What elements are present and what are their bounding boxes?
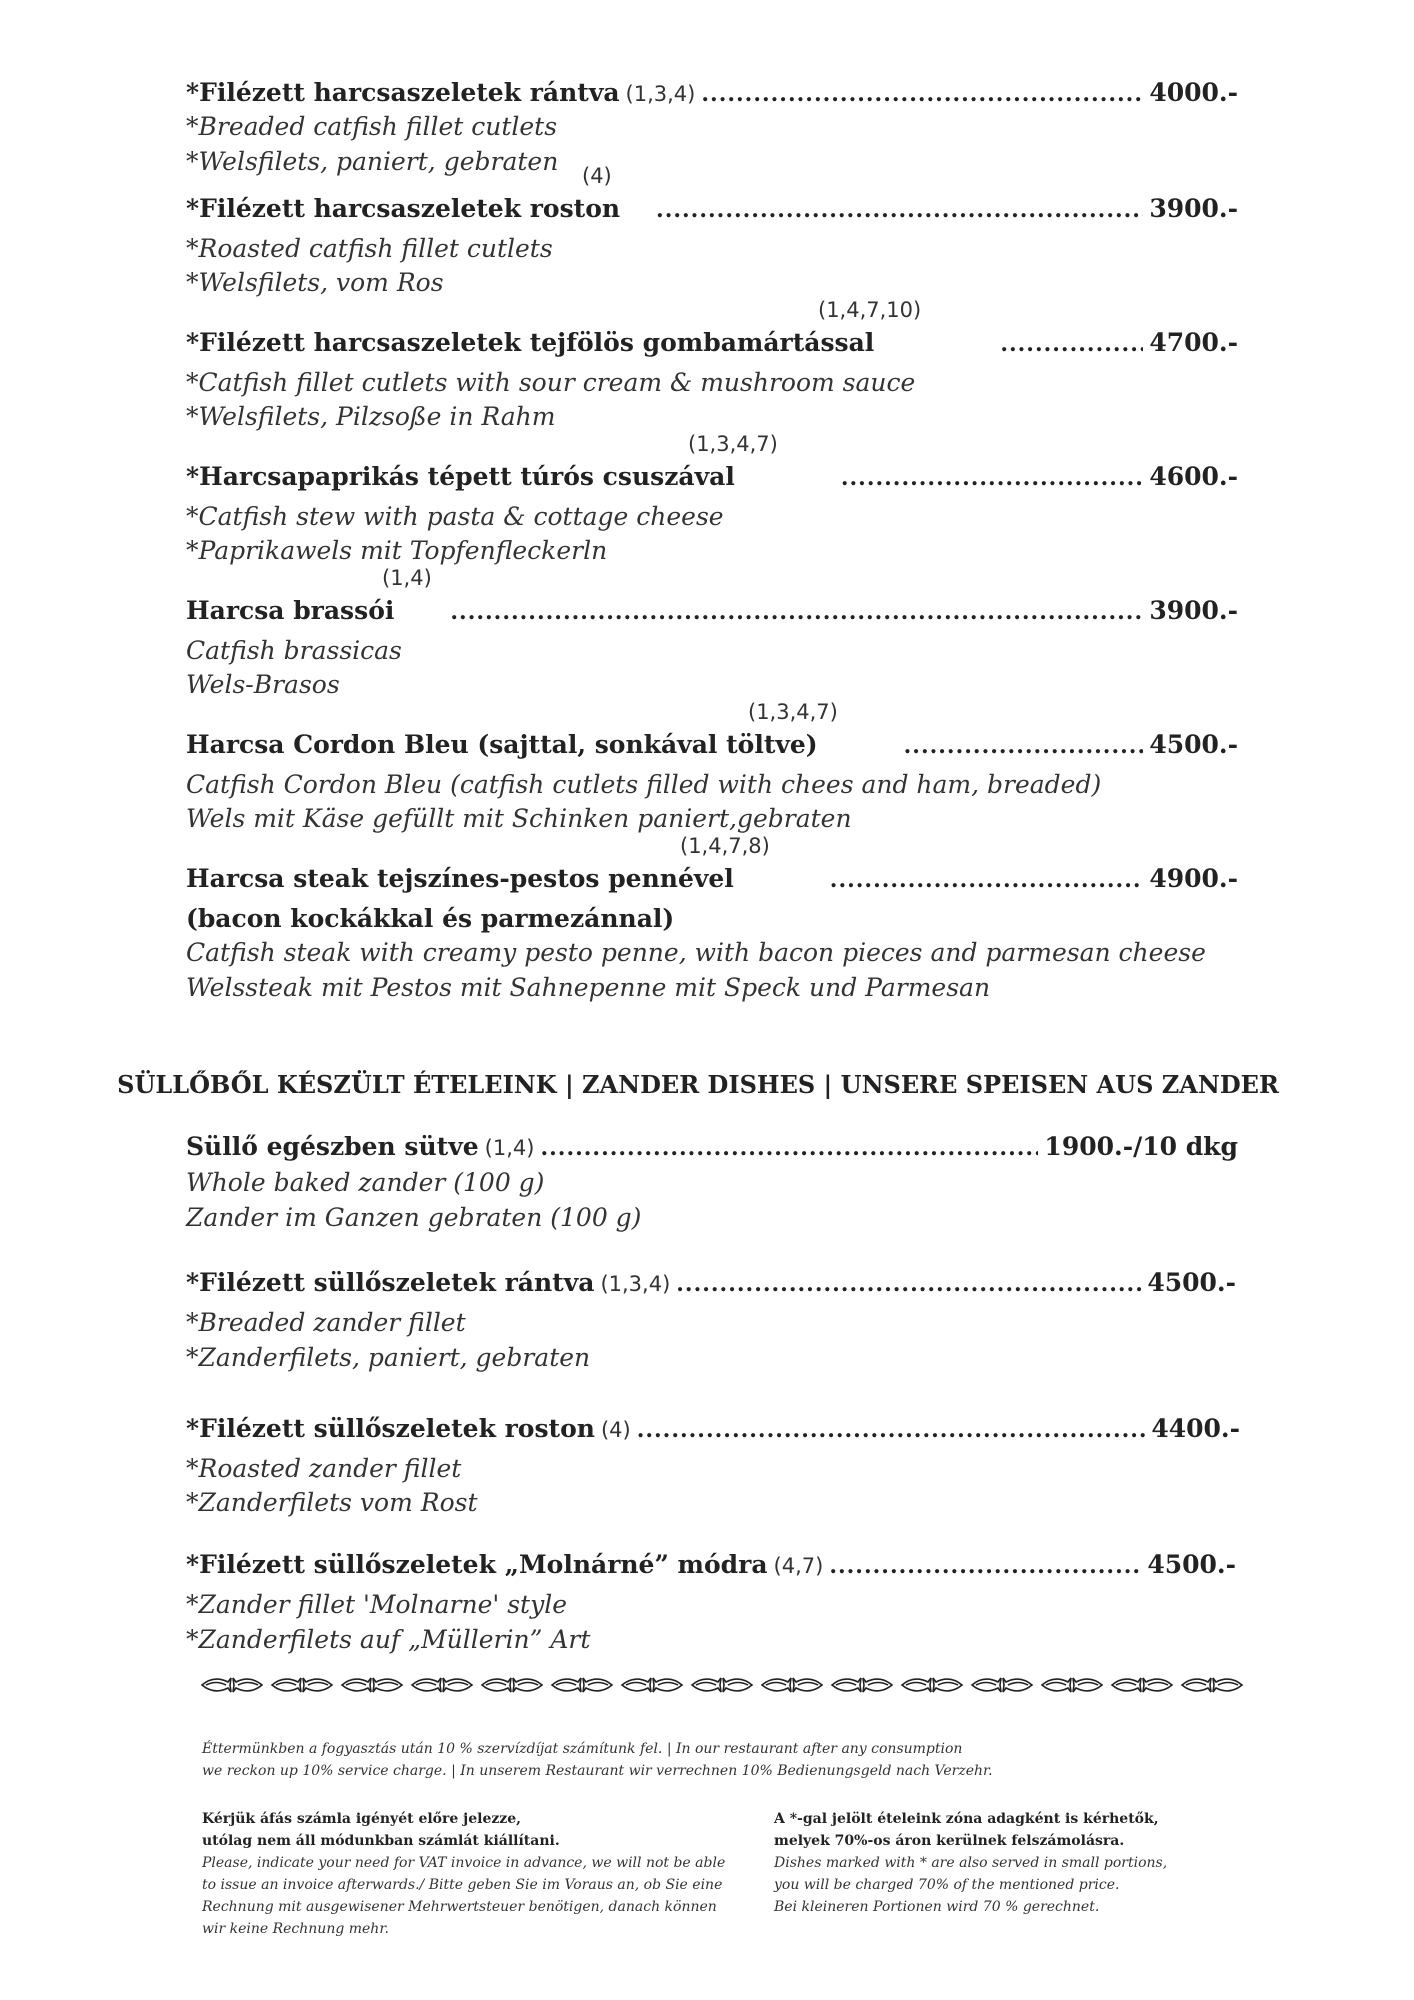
dish-name-german: *Welsfilets, Pilzsoße in Rahm bbox=[186, 402, 556, 431]
dish-name-english: *Breaded zander fillet bbox=[186, 1308, 466, 1337]
vat-note-line1: Please, indicate your need for VAT invoice in advance, we will not be able bbox=[202, 1855, 726, 1871]
dish-name-german: *Zanderfilets auf „Müllerin” Art bbox=[186, 1625, 591, 1654]
dot-leader bbox=[829, 1553, 1141, 1579]
dish-name-german: Wels-Brasos bbox=[186, 670, 340, 699]
dot-leader bbox=[904, 733, 1144, 759]
dish-price: 3900.- bbox=[1149, 596, 1238, 625]
dish-name: *Harcsapaprikás tépett túrós csuszával bbox=[186, 462, 735, 491]
fish-ornament-icon bbox=[270, 1672, 334, 1698]
dish-price: 4600.- bbox=[1149, 462, 1238, 491]
dish-name-english: Catfish steak with creamy pesto penne, with bacon pieces and parmesan cheese bbox=[186, 938, 1206, 967]
dot-leader bbox=[450, 599, 1143, 625]
allergen-codes: (4) bbox=[600, 1418, 631, 1442]
dish-name-german: *Welsfilets, vom Ros bbox=[186, 268, 444, 297]
small-portion-note-bold-line2: melyek 70%-os áron kerülnek felszámolásra. bbox=[774, 1833, 1125, 1849]
fish-ornament-icon bbox=[690, 1672, 754, 1698]
fish-ornament-icon bbox=[970, 1672, 1034, 1698]
menu-item-name-row bbox=[186, 864, 1238, 896]
dish-name-english: *Breaded catfish fillet cutlets bbox=[186, 112, 558, 141]
menu-item-name-row bbox=[186, 596, 1238, 628]
fish-ornament-border bbox=[200, 1672, 1244, 1698]
dish-price: 4500.- bbox=[1149, 730, 1238, 759]
dish-price: 4000.- bbox=[1149, 78, 1238, 107]
small-portion-note-line2: you will be charged 70% of the mentioned price. bbox=[774, 1877, 1120, 1893]
small-portion-note-line1: Dishes marked with * are also served in small portions, bbox=[774, 1855, 1168, 1871]
dish-name-german: *Welsfilets, paniert, gebraten bbox=[186, 147, 559, 176]
fish-ornament-icon bbox=[830, 1672, 894, 1698]
fish-ornament-icon bbox=[480, 1672, 544, 1698]
menu-item-name-row bbox=[186, 462, 1238, 494]
section-title: SÜLLŐBŐL KÉSZÜLT ÉTELEINK | ZANDER DISHES | UNSERE SPEISEN AUS ZANDER bbox=[117, 1070, 1279, 1099]
dot-leader bbox=[637, 1417, 1146, 1443]
allergen-codes: (1,3,4) bbox=[625, 82, 696, 106]
dish-name: *Filézett süllőszeletek rántva bbox=[186, 1268, 595, 1297]
dish-name-english: Whole baked zander (100 g) bbox=[186, 1168, 545, 1197]
allergen-codes: (4,7) bbox=[773, 1554, 824, 1578]
menu-item-name-row bbox=[186, 730, 1238, 762]
fish-ornament-icon bbox=[550, 1672, 614, 1698]
menu-item-name-row bbox=[186, 194, 1238, 226]
dish-name-english: *Roasted catfish fillet cutlets bbox=[186, 234, 553, 263]
dish-name-english: *Catfish fillet cutlets with sour cream & mushroom sauce bbox=[186, 368, 916, 397]
dish-name: *Filézett harcsaszeletek roston bbox=[186, 194, 621, 223]
dish-name: *Filézett süllőszeletek „Molnárné” módra bbox=[186, 1550, 768, 1579]
fish-ornament-icon bbox=[760, 1672, 824, 1698]
dish-name: *Filézett süllőszeletek roston bbox=[186, 1414, 595, 1443]
allergen-codes: (1,3,4,7) bbox=[688, 432, 778, 456]
dot-leader bbox=[830, 867, 1144, 893]
dish-name-continued: (bacon kockákkal és parmezánnal) bbox=[186, 904, 675, 933]
fish-ornament-icon bbox=[620, 1672, 684, 1698]
fish-ornament-icon bbox=[1180, 1672, 1244, 1698]
dish-price: 4400.- bbox=[1151, 1414, 1240, 1443]
dish-name-german: *Paprikawels mit Topfenfleckerln bbox=[186, 536, 608, 565]
dish-price: 3900.- bbox=[1149, 194, 1238, 223]
dish-name-german: Welssteak mit Pestos mit Sahnepenne mit Speck und Parmesan bbox=[186, 973, 991, 1002]
dish-name: *Filézett harcsaszeletek tejfölös gombamártással bbox=[186, 328, 875, 357]
dish-name: Harcsa Cordon Bleu (sajttal, sonkával töltve) bbox=[186, 730, 818, 759]
allergen-codes: (1,3,4,7) bbox=[748, 700, 838, 724]
dish-price: 4500.- bbox=[1147, 1268, 1236, 1297]
dot-leader bbox=[841, 465, 1143, 491]
vat-note-line2: to issue an invoice afterwards./ Bitte geben Sie im Voraus an, ob Sie eine bbox=[202, 1877, 723, 1893]
zander-section-heading bbox=[118, 1070, 1278, 1099]
dish-name: Harcsa brassói bbox=[186, 596, 395, 625]
dish-name: Süllő egészben sütve bbox=[186, 1132, 479, 1161]
dish-name-english: *Catfish stew with pasta & cottage cheese bbox=[186, 502, 724, 531]
menu-item-name-row bbox=[186, 1550, 1236, 1582]
fish-ornament-icon bbox=[200, 1672, 264, 1698]
vat-note-bold-line1: Kérjük áfás számla igényét előre jelezze, bbox=[202, 1811, 522, 1827]
fish-ornament-icon bbox=[900, 1672, 964, 1698]
dish-name-german: Wels mit Käse gefüllt mit Schinken paniert,gebraten bbox=[186, 804, 852, 833]
service-charge-note-line1: Éttermünkben a fogyasztás után 10 % szervízdíjat számítunk fel. | In our restaurant after any consumption bbox=[202, 1741, 963, 1757]
service-charge-note-line2: we reckon up 10% service charge. | In unserem Restaurant wir verrechnen 10% Bedienungsgeld nach Verzehr. bbox=[202, 1763, 993, 1779]
dish-price: 4900.- bbox=[1149, 864, 1238, 893]
allergen-codes: (1,4,7,8) bbox=[680, 834, 770, 858]
dish-price: 1900.-/10 dkg bbox=[1044, 1132, 1238, 1161]
allergen-codes: (1,4) bbox=[484, 1136, 535, 1160]
dot-leader bbox=[540, 1135, 1038, 1161]
small-portion-note-bold-line1: A *-gal jelölt ételeink zóna adagként is kérhetők, bbox=[774, 1811, 1159, 1827]
menu-item-name-row bbox=[186, 328, 1238, 360]
dish-name: *Filézett harcsaszeletek rántva bbox=[186, 78, 620, 107]
dish-name-german: *Zanderfilets vom Rost bbox=[186, 1488, 478, 1517]
dish-name-english: *Zander fillet 'Molnarne' style bbox=[186, 1590, 568, 1619]
vat-note-line3: Rechnung mit ausgewisener Mehrwertsteuer benötigen, danach können bbox=[202, 1899, 717, 1915]
dish-name-english: Catfish Cordon Bleu (catfish cutlets filled with chees and ham, breaded) bbox=[186, 770, 1102, 799]
vat-note-line4: wir keine Rechnung mehr. bbox=[202, 1921, 389, 1937]
menu-item-name-row bbox=[186, 1132, 1238, 1164]
dish-name-english: *Roasted zander fillet bbox=[186, 1454, 462, 1483]
dish-name-german: Zander im Ganzen gebraten (100 g) bbox=[186, 1203, 642, 1232]
dish-price: 4700.- bbox=[1149, 328, 1238, 357]
fish-ornament-icon bbox=[1110, 1672, 1174, 1698]
allergen-codes: (4) bbox=[582, 164, 612, 188]
dot-leader bbox=[656, 197, 1143, 223]
vat-note-bold-line2: utólag nem áll módunkban számlát kiállítani. bbox=[202, 1833, 560, 1849]
dot-leader bbox=[1000, 331, 1143, 357]
dot-leader bbox=[676, 1271, 1141, 1297]
dot-leader bbox=[701, 81, 1143, 107]
allergen-codes: (1,4,7,10) bbox=[818, 298, 922, 322]
fish-ornament-icon bbox=[340, 1672, 404, 1698]
dish-name: Harcsa steak tejszínes-pestos pennével bbox=[186, 864, 734, 893]
fish-ornament-icon bbox=[1040, 1672, 1104, 1698]
dish-price: 4500.- bbox=[1147, 1550, 1236, 1579]
dish-name-english: Catfish brassicas bbox=[186, 636, 402, 665]
menu-item-name-row bbox=[186, 1268, 1236, 1300]
dish-name-german: *Zanderfilets, paniert, gebraten bbox=[186, 1343, 591, 1372]
allergen-codes: (1,4) bbox=[382, 566, 432, 590]
allergen-codes: (1,3,4) bbox=[600, 1272, 671, 1296]
menu-item-name-row bbox=[186, 78, 1238, 110]
menu-item-name-row bbox=[186, 1414, 1240, 1446]
fish-ornament-icon bbox=[410, 1672, 474, 1698]
small-portion-note-line3: Bei kleineren Portionen wird 70 % gerechnet. bbox=[774, 1899, 1100, 1915]
